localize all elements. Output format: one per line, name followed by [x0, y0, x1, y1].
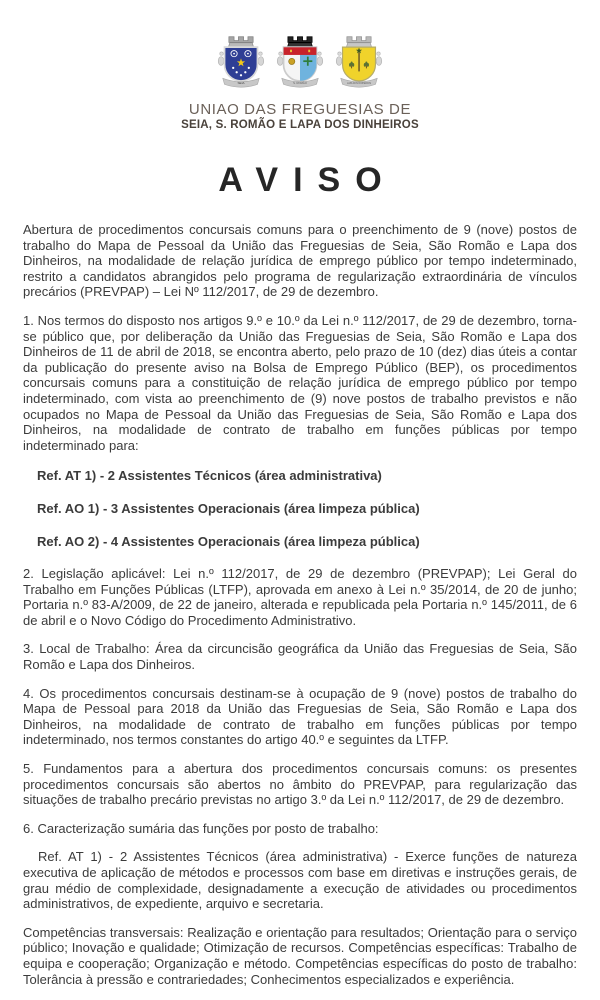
reference-item-ao2: Ref. AO 2) - 4 Assistentes Operacionais (área limpeza pública) — [37, 533, 420, 549]
document-body — [0, 222, 600, 987]
reference-item-ao1: Ref. AO 1) - 3 Assistentes Operacionais (área limpeza pública) — [37, 500, 420, 516]
paragraph-1: 1. Nos termos do disposto nos artigos 9.º e 10.º da Lei n.º 112/2017, de 29 de dezembro, torna-se público que, por deliberação da União das Freguesias de Seia, São Romão e Lapa dos Dinheiros de 11 de abril de 2018, se encontra aberto, pelo prazo de 10 (dez) dias úteis a contar da publicação do presente aviso na Bolsa de Emprego Público (BEP), os procedimentos concursais comuns para a constituição de relação jurídica de emprego público por tempo indeterminado, com vista ao preenchimento de (9) nove postos de trabalho previstos e não ocupados no Mapa de Pessoal da União das Freguesias de Seia, São Romão e Lapa dos Dinheiros, na modalidade de contrato de trabalho em funções públicas por tempo indeterminado para: — [23, 312, 577, 453]
reference-list — [37, 468, 577, 549]
paragraph-4: 4. Os procedimentos concursais destinam-se à ocupação de 9 (nove) postos de trabalho do Mapa de Pessoal para 2018 da União das Freguesias de Seia, São Romão e Lapa dos Dinheiros, na modalidade de contrato de trabalho em funções públicas por tempo indeterminado, nos termos constantes do artigo 40.º e seguintes da LTFP. — [23, 685, 577, 748]
reference-item-at1: Ref. AT 1) - 2 Assistentes Técnicos (área administrativa) — [37, 468, 382, 484]
s-romao-crest-icon — [274, 26, 326, 96]
competencias-paragraph: Competências transversais: Realização e orientação para resultados; Orientação para o serviço público; Inovação e qualidade; Otimização de recursos. Competências específicas: Trabalho de equipa e cooperação; Organização e método. Competências específicas do posto de trabalho: Tolerância à pressão e contrariedades; Conhecimentos especializados e experiência. — [23, 924, 577, 987]
svg-text:S. ROMÃO: S. ROMÃO — [293, 81, 307, 86]
document-title: AVISO — [218, 161, 397, 199]
lapa-dos-dinheiros-crest-icon — [333, 26, 385, 96]
seia-crest-icon — [215, 26, 267, 96]
letterhead — [0, 26, 600, 131]
paragraph-6-heading: 6. Caracterização sumária das funções por posto de trabalho: — [23, 820, 379, 836]
organization-name-line1: UNIAO DAS FREGUESIAS DE — [188, 101, 412, 118]
s-romao-crown — [287, 37, 312, 47]
paragraph-5: 5. Fundamentos para a abertura dos procedimentos concursais comuns: os presentes procedimentos concursais são abertos no âmbito do PREVPAP, para regularização das situações de trabalho precário previstas no artigo 3.º da Lei n.º 112/2017, de 29 de dezembro. — [23, 761, 577, 808]
seia-crown — [228, 37, 253, 47]
paragraph-2: 2. Legislação aplicável: Lei n.º 112/2017, de 29 de dezembro (PREVPAP); Lei Geral do Trabalho em Funções Públicas (LTFP), aprovada em anexo à Lei n.º 35/2014, de 20 de junho; Portaria n.º 83-A/2009, de 22 de janeiro, alterada e republicada pela Portaria n.º 145/2011, de 6 de abril e o Novo Código do Procedimento Administrativo. — [23, 566, 577, 628]
paragraph-6-detail: Ref. AT 1) - 2 Assistentes Técnicos (área administrativa) - Exerce funções de natureza executiva de aplicação de métodos e processos com base em diretivas e instruções gerais, de grau médio de complexidade, designadamente a execução de atividades ou procedimentos administrativos, de expediente, arquivo e secretaria. — [23, 849, 577, 912]
paragraph-3: 3. Local de Trabalho: Área da circuncisão geográfica da União das Freguesias de Seia, São Romão e Lapa dos Dinheiros. — [23, 641, 577, 673]
intro-paragraph: Abertura de procedimentos concursais comuns para o preenchimento de 9 (nove) postos de trabalho do Mapa de Pessoal da União das Freguesias de Seia, São Romão e Lapa dos Dinheiros, na modalidade de relação jurídica de emprego público por tempo indeterminado, restrito a candidatos abrangidos pelo programa de regularização extraordinária de vínculos precários (PREVPAP) – Lei Nº 112/2017, de 29 de dezembro. — [23, 222, 577, 300]
seia-crest-ornament — [218, 57, 224, 66]
crest-row — [0, 26, 600, 96]
svg-text:LAPA DOS DINHEIROS: LAPA DOS DINHEIROS — [346, 83, 372, 86]
organization-name-line2: SEIA, S. ROMÃO E LAPA DOS DINHEIROS — [181, 119, 419, 131]
svg-text:SEIA: SEIA — [237, 81, 245, 86]
lapa-crown — [346, 37, 371, 47]
